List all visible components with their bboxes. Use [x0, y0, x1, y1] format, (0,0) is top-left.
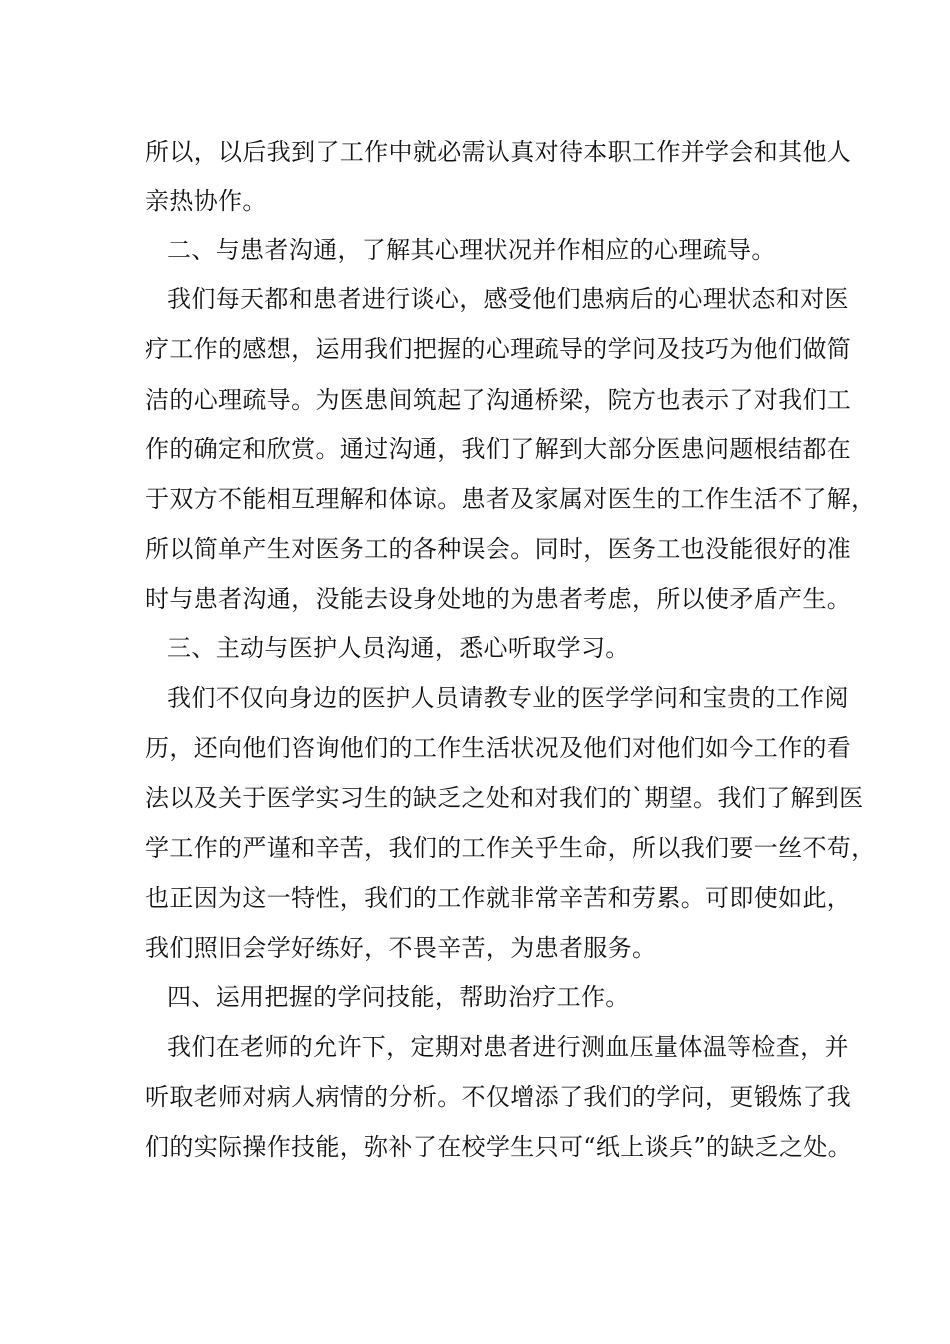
text-line: 疗工作的感想，运用我们把握的心理疏导的学问及技巧为他们做简 — [145, 335, 852, 363]
text-line: 所以简单产生对医务工的各种误会。同时，医务工也没能很好的准 — [145, 535, 852, 563]
text-line: 听取老师对病人病情的分析。不仅增添了我们的学问，更锻炼了我 — [145, 1083, 852, 1111]
text-line: 我们不仅向身边的医护人员请教专业的医学学问和宝贵的工作阅 — [167, 684, 849, 712]
section-heading: 三、主动与医护人员沟通，悉心听取学习。 — [167, 634, 630, 662]
text-line: 我们在老师的允许下，定期对患者进行测血压量体温等检查，并 — [167, 1033, 849, 1061]
text-line: 们的实际操作技能，弥补了在校学生只可“纸上谈兵”的缺乏之处。 — [145, 1133, 853, 1161]
text-line: 也正因为这一特性，我们的工作就非常辛苦和劳累。可即使如此， — [145, 884, 852, 912]
text-line: 法以及关于医学实习生的缺乏之处和对我们的`期望。我们了解到医 — [145, 784, 864, 812]
text-line: 学工作的严谨和辛苦，我们的工作关乎生命，所以我们要一丝不苟， — [145, 834, 876, 862]
text-line: 时与患者沟通，没能去设身处地的为患者考虑，所以使矛盾产生。 — [145, 585, 852, 613]
section-heading: 四、运用把握的学问技能，帮助治疗工作。 — [167, 983, 630, 1011]
text-line: 亲热协作。 — [145, 187, 267, 215]
text-line: 所以，以后我到了工作中就必需认真对待本职工作并学会和其他人 — [145, 138, 852, 166]
section-heading: 二、与患者沟通，了解其心理状况并作相应的心理疏导。 — [167, 236, 776, 264]
text-line: 我们每天都和患者进行谈心，感受他们患病后的心理状态和对医 — [167, 285, 849, 313]
text-line: 作的确定和欣赏。通过沟通，我们了解到大部分医患问题根结都在 — [145, 435, 852, 463]
text-line: 洁的心理疏导。为医患间筑起了沟通桥梁，院方也表示了对我们工 — [145, 386, 852, 414]
text-line: 于双方不能相互理解和体谅。患者及家属对医生的工作生活不了解， — [145, 485, 876, 513]
text-line: 历，还向他们咨询他们的工作生活状况及他们对他们如今工作的看 — [145, 734, 852, 762]
text-line: 我们照旧会学好练好，不畏辛苦，为患者服务。 — [145, 934, 657, 962]
